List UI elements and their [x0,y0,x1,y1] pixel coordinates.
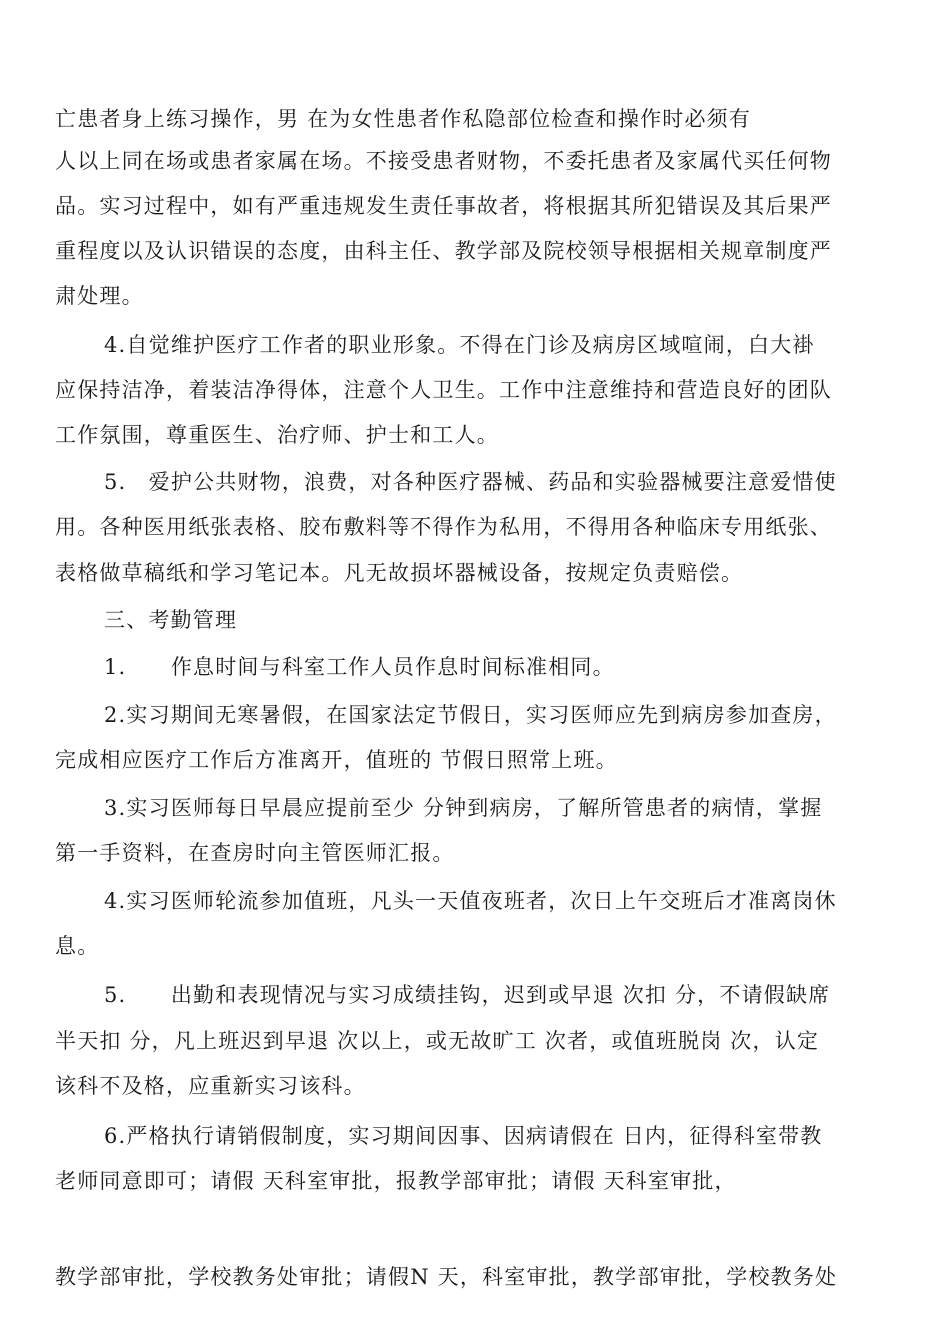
text-line: 完成相应医疗工作后方准离开，值班的 节假日照常上班。 [55,748,618,772]
paragraph-first-line: 4.自觉维护医疗工作者的职业形象。不得在门诊及病房区域喧闹，白大褂 [104,333,815,357]
paragraph-first-line: 6.严格执行请销假制度，实习期间因事、因病请假在 日内，征得科室带教 [104,1124,823,1148]
text-line: 用。各种医用纸张表格、胶布敷料等不得作为私用，不得用各种临床专用纸张、 [55,515,832,539]
paragraph-first-line: 4.实习医师轮流参加值班，凡头一天值夜班者，次日上午交班后才准离岗休 [104,889,837,913]
text-line: 品。实习过程中，如有严重违规发生责任事故者，将根据其所犯错误及其后果严 [55,194,832,218]
text-line: 半天扣 分，凡上班迟到早退 次以上，或无故旷工 次者，或值班脱岗 次，认定 [55,1029,820,1053]
text-line: 第一手资料，在查房时向主管医师汇报。 [55,841,455,865]
paragraph-first-line: 5. 出勤和表现情况与实习成绩挂钩，迟到或早退 次扣 分，不请假缺席 [104,983,831,1007]
text-line: 教学部审批，学校教务处审批；请假N 天，科室审批，教学部审批，学校教务处 [55,1265,838,1289]
text-line: 该科不及格，应重新实习该科。 [55,1074,366,1098]
text-line: 老师同意即可；请假 天科室审批，报教学部审批；请假 天科室审批， [55,1169,737,1193]
text-line: 亡患者身上练习操作，男 在为女性患者作私隐部位检查和操作时必须有 [55,107,752,131]
paragraph-first-line: 3.实习医师每日早晨应提前至少 分钟到病房，了解所管患者的病情，掌握 [104,796,823,820]
text-line: 人以上同在场或患者家属在场。不接受患者财物，不委托患者及家属代买任何物 [55,149,832,173]
text-line: 表格做草稿纸和学习笔记本。凡无故损坏器械设备，按规定负责赔偿。 [55,561,744,585]
text-line: 工作氛围，尊重医生、治疗师、护士和工人。 [55,423,499,447]
text-line: 应保持洁净，着装洁净得体，注意个人卫生。工作中注意维持和营造良好的团队 [55,378,832,402]
section-heading: 三、考勤管理 [104,608,238,632]
text-line: 息。 [55,934,100,958]
text-line: 肃处理。 [55,284,144,308]
paragraph-first-line: 2.实习期间无寒暑假，在国家法定节假日，实习医师应先到病房参加查房， [104,703,837,727]
text-line: 重程度以及认识错误的态度，由科主任、教学部及院校领导根据相关规章制度严 [55,239,832,263]
paragraph-first-line: 1. 作息时间与科室工作人员作息时间标准相同。 [104,655,615,679]
paragraph-first-line: 5. 爱护公共财物，浪费，对各种医疗器械、药品和实验器械要注意爱惜使 [104,470,837,494]
